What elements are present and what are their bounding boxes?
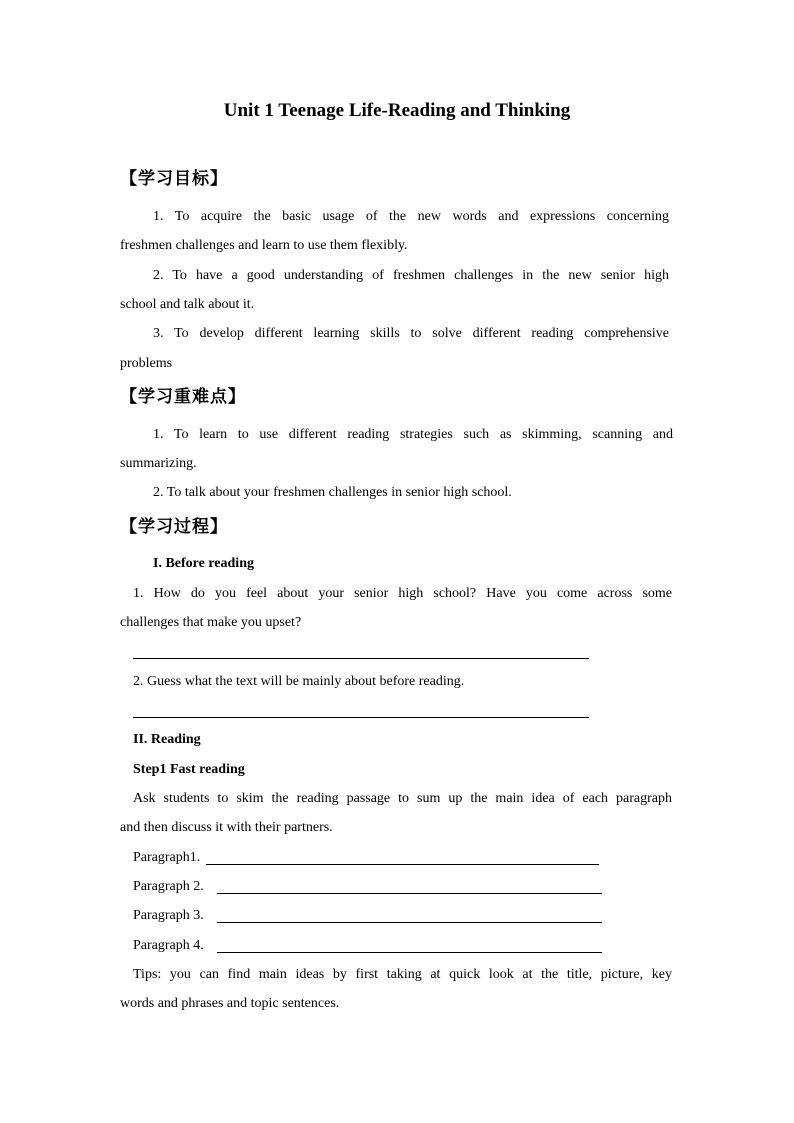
objective-2-line2: school and talk about it. (120, 297, 255, 312)
step1-instruction-line1: Ask students to skim the reading passage to sum up the main idea of each paragraph (133, 791, 672, 806)
paragraph-3-answer-line[interactable] (217, 922, 602, 923)
objective-1-line1: 1. To acquire the basic usage of the new words and expressions concerning (153, 209, 669, 224)
paragraph-4-label: Paragraph 4. (133, 938, 204, 953)
tips-line2: words and phrases and topic sentences. (120, 996, 340, 1011)
before-reading-q1-line1: 1. How do you feel about your senior high school? Have you come across some (133, 586, 672, 601)
before-reading-q2: 2. Guess what the text will be mainly about before reading. (133, 674, 465, 689)
answer-line-q1[interactable] (133, 658, 589, 659)
tips-line1: Tips: you can find main ideas by first taking at quick look at the title, picture, key (133, 967, 672, 982)
key-point-1-line1: 1. To learn to use different reading strategies such as skimming, scanning and (153, 427, 673, 442)
step1-title: Step1 Fast reading (133, 762, 245, 777)
answer-line-q2[interactable] (133, 717, 589, 718)
key-point-2: 2. To talk about your freshmen challenges in senior high school. (153, 485, 512, 500)
objective-1-line2: freshmen challenges and learn to use them flexibly. (120, 238, 408, 253)
objective-3-line1: 3. To develop different learning skills to solve different reading comprehensive (153, 326, 669, 341)
objective-3-line2: problems (120, 356, 173, 371)
paragraph-4-answer-line[interactable] (217, 952, 602, 953)
key-points-heading: 【学习重难点】 (120, 387, 246, 407)
paragraph-1-answer-line[interactable] (206, 864, 599, 865)
step1-instruction-line2: and then discuss it with their partners. (120, 820, 333, 835)
paragraph-3-label: Paragraph 3. (133, 908, 204, 923)
reading-title: II. Reading (133, 732, 201, 747)
before-reading-title: I. Before reading (153, 556, 254, 571)
page-title: Unit 1 Teenage Life-Reading and Thinking (223, 100, 571, 121)
paragraph-2-answer-line[interactable] (217, 893, 602, 894)
paragraph-1-label: Paragraph1. (133, 850, 201, 865)
process-heading: 【学习过程】 (120, 517, 228, 537)
key-point-1-line2: summarizing. (120, 456, 197, 471)
before-reading-q1-line2: challenges that make you upset? (120, 615, 302, 630)
objective-2-line1: 2. To have a good understanding of freshmen challenges in the new senior high (153, 268, 669, 283)
paragraph-2-label: Paragraph 2. (133, 879, 204, 894)
objectives-heading: 【学习目标】 (120, 169, 228, 189)
